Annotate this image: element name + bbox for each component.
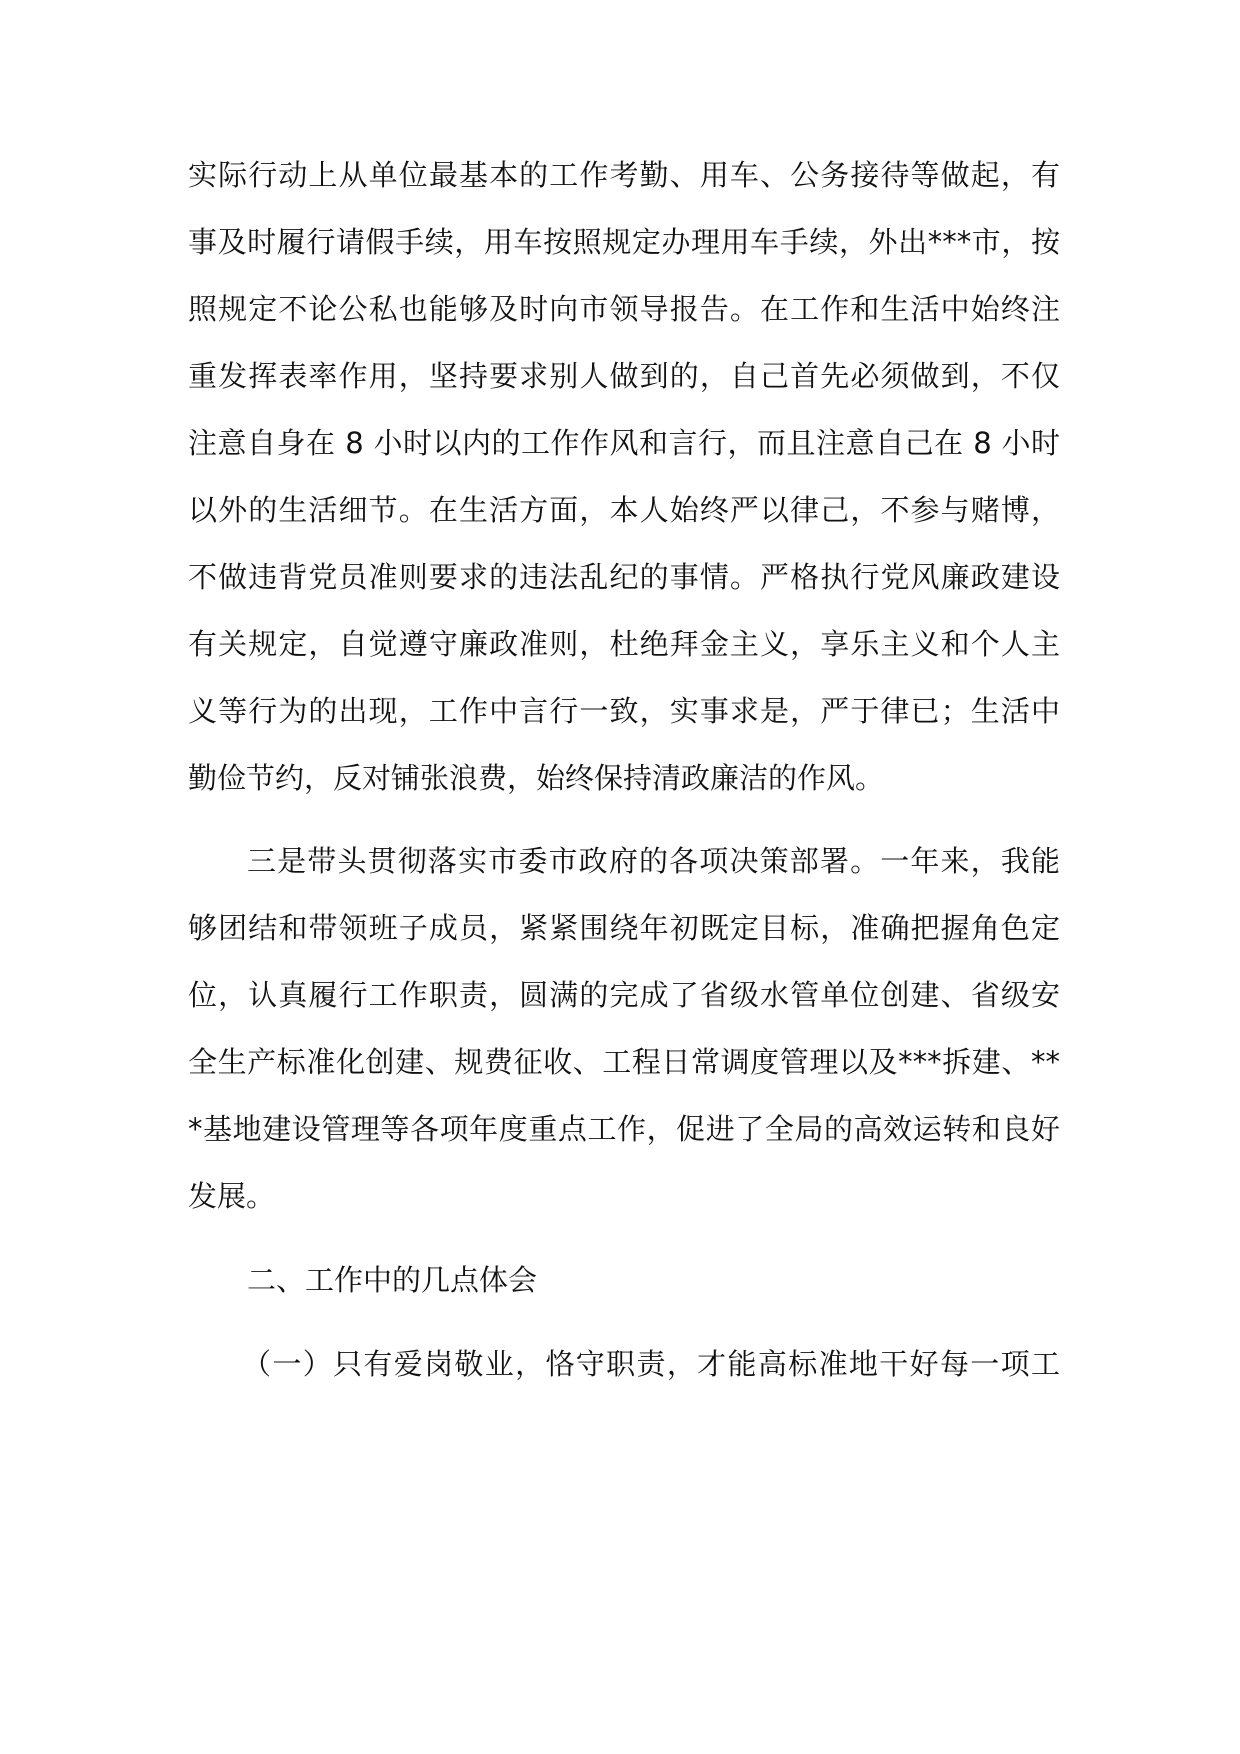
paragraph-2-line-6: 发展。 [188,1179,276,1213]
paragraph-1-line-6: 以外的生活细节。在生活方面，本人始终严以律己，不参与赌博， [188,493,1060,527]
paragraph-2-line-4: 全生产标准化创建、规费征收、工程日常调度管理以及***拆建、** [188,1045,1060,1079]
paragraph-1-line-9: 义等行为的出现，工作中言行一致，实事求是，严于律已；生活中 [188,694,1060,728]
paragraph-1-line-2: 事及时履行请假手续，用车按照规定办理用车手续，外出***市，按 [188,225,1060,259]
paragraph-2-line-2: 够团结和带领班子成员，紧紧围绕年初既定目标，准确把握角色定 [188,911,1060,945]
paragraph-1-line-7: 不做违背党员准则要求的违法乱纪的事情。严格执行党风廉政建设 [188,560,1060,594]
paragraph-1-line-5: 注意自身在 8 小时以内的工作作风和言行，而且注意自己在 8 小时 [188,426,1060,460]
paragraph-1-line-1: 实际行动上从单位最基本的工作考勤、用车、公务接待等做起，有 [188,158,1060,192]
paragraph-1-line-4: 重发挥表率作用，坚持要求别人做到的，自己首先必须做到，不仅 [188,359,1060,393]
paragraph-2-line-3: 位，认真履行工作职责，圆满的完成了省级水管单位创建、省级安 [188,978,1060,1012]
section-heading: 二、工作中的几点体会 [247,1263,538,1297]
subsection-heading: （一）只有爱岗敬业，恪守职责，才能高标准地干好每一项工 [242,1347,1060,1381]
paragraph-1-line-8: 有关规定，自觉遵守廉政准则，杜绝拜金主义，享乐主义和个人主 [188,627,1060,661]
paragraph-1-line-3: 照规定不论公私也能够及时向市领导报告。在工作和生活中始终注 [188,292,1060,326]
paragraph-2-line-5: *基地建设管理等各项年度重点工作，促进了全局的高效运转和良好 [188,1112,1060,1146]
paragraph-2-line-1: 三是带头贯彻落实市委市政府的各项决策部署。一年来，我能 [247,844,1060,878]
paragraph-1-line-10: 勤俭节约，反对铺张浪费，始终保持清政廉洁的作风。 [188,761,885,795]
